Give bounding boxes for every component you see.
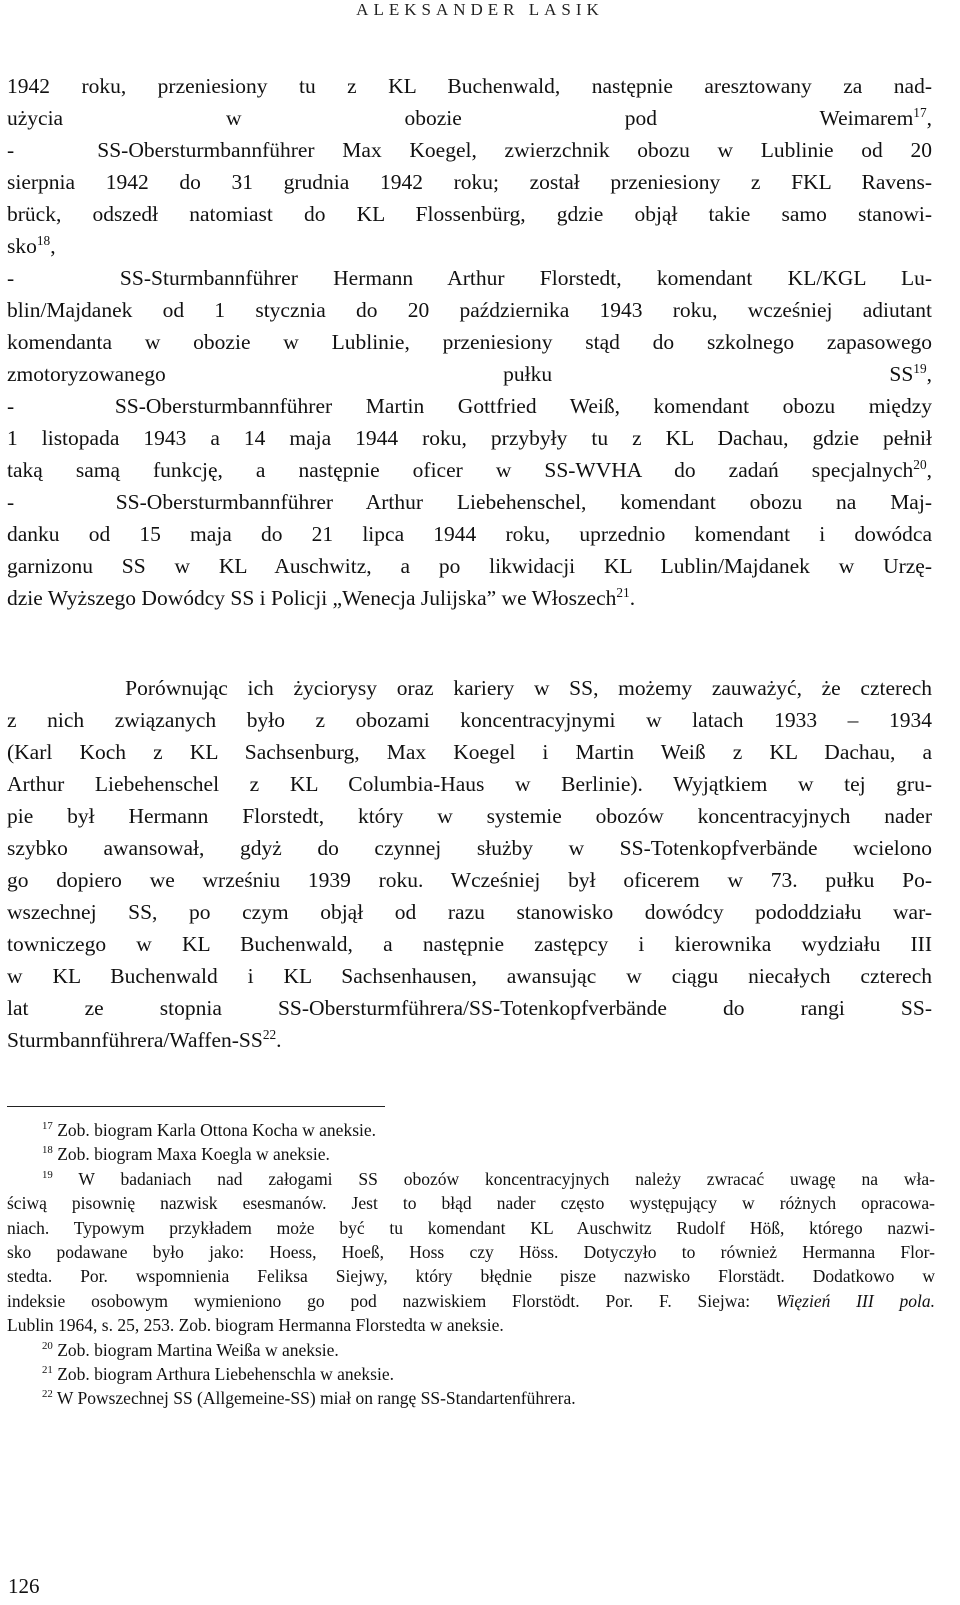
- paragraph-line: Sturmbannführera/Waffen-SS$^{22}$.: [7, 1026, 282, 1052]
- footnotes: [7, 1118, 935, 1411]
- footnote-separator: [7, 1106, 385, 1107]
- footnote-number: 22: [42, 1388, 53, 1401]
- footnote-ref: 21: [616, 584, 630, 600]
- paragraph-line: pie był Hermann Florstedt, który w systemie obozów koncentracyjnych nader: [7, 804, 932, 828]
- list-line: komendanta w obozie w Lublinie, przeniesiony stąd do szkolnego zapasowego: [7, 330, 932, 354]
- paragraph-line: (Karl Koch z KL Sachsenburg, Max Koegel i Martin Weiß z KL Dachau, a: [7, 740, 932, 764]
- paragraph-line: szybko awansował, gdyż do czynnej służby w SS-Totenkopfverbände wcielono: [7, 836, 932, 860]
- paragraph-line: Arthur Liebehenschel z KL Columbia-Haus w Berlinie). Wyjątkiem w tej gru-: [7, 772, 932, 796]
- footnote-number: 18: [42, 1144, 53, 1157]
- list-line: - SS-Sturmbannführer Hermann Arthur Florstedt, komendant KL/KGL Lu-: [7, 266, 932, 290]
- list-line: danku od 15 maja do 21 lipca 1944 roku, uprzednio komendant i dowódca: [7, 522, 932, 546]
- footnote-number: 20: [42, 1339, 53, 1352]
- list-line: - SS-Obersturmbannführer Arthur Liebehenschel, komendant obozu na Maj-: [7, 490, 932, 514]
- list-line: zmotoryzowanego pułku SS$^{19}$,: [7, 360, 932, 386]
- footnote-17: $^{17}$ Zob. biogram Karla Ottona Kocha w aneksie.: [42, 1120, 377, 1140]
- list-line: 1942 roku, przeniesiony tu z KL Buchenwald, następnie aresztowany za nad-: [7, 74, 932, 98]
- list-line: garnizonu SS w KL Auschwitz, a po likwidacji KL Lublin/Majdanek w Urzę-: [7, 554, 932, 578]
- footnote-ref: 17: [913, 104, 927, 120]
- footnote-19: $^{19}$ W badaniach nad załogami SS obozów koncentracyjnych należy zwracać uwagę na wła- ściwą pisownię nazwisk esesmanów. Jest to błąd nader często występujący w różnych opracowa- niach. Typowym przykładem może być tu komendant KL Auschwitz Rudolf Höß, którego nazwi- sko podawane było jako: Hoess, Hoeß, Hoss czy Höss. Dotyczyło to również Hermanna Flor- stedta. Por. wspomnienia Feliksa Siejwy, który błędnie pisze nazwisko Florstädt. Dodatkowo w indeksie osobowym wymieniono go pod nazwiskiem Florstödt. Por. F. Siejwa: Więzień III pola. Lublin 1964, s. 25, 253. Zob. biogram Hermanna Florstedta w aneksie.: [7, 1168, 935, 1336]
- paragraph-line: go dopiero we wrześniu 1939 roku. Wcześniej był oficerem w 73. pułku Po-: [7, 868, 932, 892]
- list-line: - SS-Obersturmbannführer Martin Gottfried Weiß, komendant obozu między: [7, 394, 932, 418]
- paragraph-line: Porównując ich życiorysy oraz kariery w SS, możemy zauważyć, że czterech: [7, 676, 933, 700]
- running-header: ALEKSANDER LASIK: [356, 0, 604, 19]
- footnote-22: $^{22}$ W Powszechnej SS (Allgemeine-SS) miał on rangę SS-Standartenführera.: [42, 1388, 576, 1409]
- footnote-20: $^{20}$ Zob. biogram Martina Weißa w aneksie.: [42, 1339, 339, 1360]
- footnote-number: 21: [42, 1364, 53, 1377]
- paragraph-line: lat ze stopnia SS-Obersturmführera/SS-Totenkopfverbände do rangi SS-: [7, 996, 932, 1020]
- book-title: Więzień III pola.: [775, 1290, 935, 1311]
- paragraph-line: wszechnej SS, po czym objął od razu stanowisko dowódcy pododdziału war-: [7, 900, 932, 924]
- list-line: sko$^{18}$,: [7, 232, 56, 258]
- list-line: użycia w obozie pod Weimarem$^{17}$,: [7, 104, 932, 130]
- footnote-ref: 18: [36, 232, 51, 248]
- paragraph-line: w KL Buchenwald i KL Sachsenhausen, awansując w ciągu niecałych czterech: [7, 964, 932, 988]
- footnote-number: 17: [42, 1120, 53, 1133]
- paragraph-line: z nich związanych było z obozami koncentracyjnymi w latach 1933 – 1934: [7, 708, 932, 732]
- footnote-number: 19: [42, 1168, 53, 1181]
- list-line: - SS-Obersturmbannführer Max Koegel, zwierzchnik obozu w Lublinie od 20: [7, 138, 932, 162]
- footnote-ref: 20: [913, 456, 927, 472]
- list-line: dzie Wyższego Dowódcy SS i Policji „Wenecja Julijska” we Włoszech$^{21}$.: [7, 584, 636, 610]
- officer-list: [7, 70, 932, 614]
- footnote-18: $^{18}$ Zob. biogram Maxa Koegla w aneksie.: [42, 1144, 330, 1165]
- list-line: brück, odszedł natomiast do KL Flossenbürg, gdzie objął takie samo stanowi-: [7, 202, 932, 226]
- list-line: 1 listopada 1943 a 14 maja 1944 roku, przybyły tu z KL Dachau, gdzie pełnił: [7, 426, 932, 450]
- page-number: 126: [8, 1574, 40, 1598]
- list-line: taką samą funkcję, a następnie oficer w SS-WVHA do zadań specjalnych$^{20}$,: [7, 456, 932, 482]
- footnote-21: $^{21}$ Zob. biogram Arthura Liebehenschla w aneksie.: [42, 1364, 394, 1385]
- list-line: sierpnia 1942 do 31 grudnia 1942 roku; został przeniesiony z FKL Ravens-: [7, 170, 932, 194]
- footnote-ref: 22: [262, 1026, 277, 1042]
- list-line: blin/Majdanek od 1 stycznia do 20 października 1943 roku, wcześniej adiutant: [7, 298, 932, 322]
- paragraph-line: towniczego w KL Buchenwald, a następnie zastępcy i kierownika wydziału III: [7, 932, 932, 956]
- body-paragraph: [7, 672, 932, 1056]
- footnote-ref: 19: [913, 360, 927, 376]
